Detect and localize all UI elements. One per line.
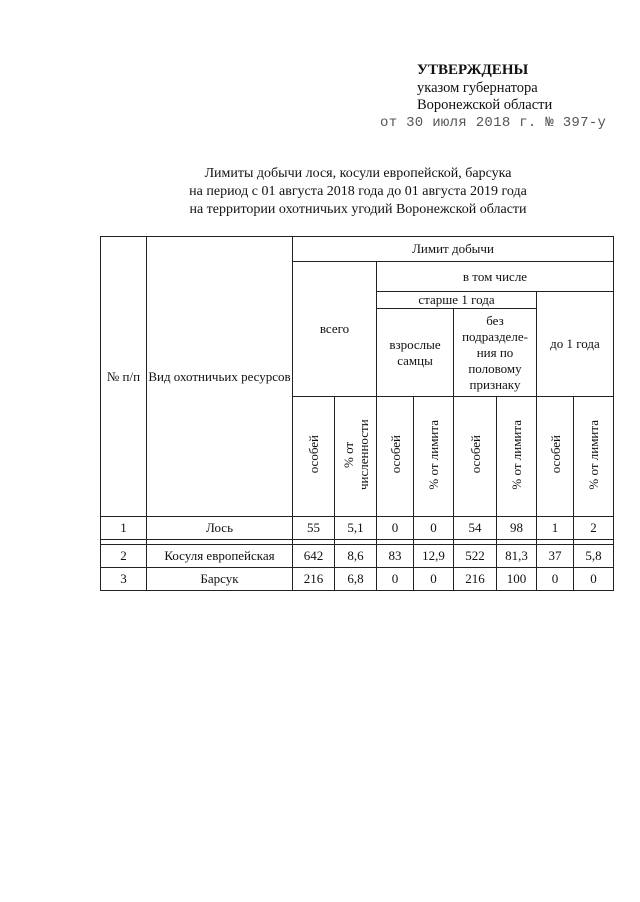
- cell-males-pct: 0: [414, 517, 454, 540]
- cell-young: 1: [537, 517, 574, 540]
- title-line-2: на период с 01 августа 2018 года до 01 августа 2019 года: [189, 184, 527, 199]
- cell-nosex: 216: [454, 568, 497, 591]
- cell-nosex: 54: [454, 517, 497, 540]
- approval-line-3: Воронежской области: [417, 97, 553, 113]
- cell-total-pct: 5,1: [335, 517, 377, 540]
- header-including: в том числе: [377, 262, 614, 292]
- col-nosex-count: особей: [454, 397, 497, 517]
- row-resource: Лось: [147, 517, 293, 540]
- cell-males: 83: [377, 545, 414, 568]
- col-males-pct: % от лимита: [414, 397, 454, 517]
- col-young-count: особей: [537, 397, 574, 517]
- cell-young-pct: 5,8: [574, 545, 614, 568]
- approval-line-2: указом губернатора: [417, 79, 538, 96]
- table-row: [101, 517, 614, 540]
- header-limit: Лимит добычи: [293, 237, 614, 262]
- approval-stamp: от 30 июля 2018 г. № 397-у: [380, 115, 607, 131]
- header-under1: до 1 года: [537, 292, 614, 397]
- row-num: 2: [101, 545, 147, 568]
- col-young-pct: % от лимита: [574, 397, 614, 517]
- col-nosex-pct: % от лимита: [497, 397, 537, 517]
- header-resource: Вид охотничьих ресурсов: [147, 237, 293, 517]
- title-line-1: Лимиты добычи лося, косули европейской, барсука: [204, 166, 512, 181]
- row-resource: Барсук: [147, 568, 293, 591]
- approval-block: [380, 62, 607, 131]
- cell-young-pct: 2: [574, 517, 614, 540]
- header-no-sex: без подразделе-ния по половому признаку: [454, 309, 537, 397]
- cell-total-pct: 6,8: [335, 568, 377, 591]
- col-total-pct: % от численности: [335, 397, 377, 517]
- cell-nosex-pct: 81,3: [497, 545, 537, 568]
- header-adult-males: взрослые самцы: [377, 309, 454, 397]
- cell-males: 0: [377, 517, 414, 540]
- cell-nosex-pct: 98: [497, 517, 537, 540]
- col-total-count: особей: [293, 397, 335, 517]
- document-title: [150, 165, 566, 219]
- cell-males-pct: 12,9: [414, 545, 454, 568]
- row-resource: Косуля европейская: [147, 545, 293, 568]
- cell-total: 216: [293, 568, 335, 591]
- cell-nosex: 522: [454, 545, 497, 568]
- header-older: старше 1 года: [377, 292, 537, 309]
- cell-total: 55: [293, 517, 335, 540]
- row-num: 1: [101, 517, 147, 540]
- cell-males-pct: 0: [414, 568, 454, 591]
- cell-young-pct: 0: [574, 568, 614, 591]
- cell-total-pct: 8,6: [335, 545, 377, 568]
- col-males-count: особей: [377, 397, 414, 517]
- row-num: 3: [101, 568, 147, 591]
- table-row: [101, 545, 614, 568]
- cell-males: 0: [377, 568, 414, 591]
- approval-heading: УТВЕРЖДЕНЫ: [417, 62, 529, 78]
- limits-table: [100, 236, 614, 591]
- title-line-3: на территории охотничьих угодий Воронежской области: [189, 202, 527, 217]
- header-num: № п/п: [101, 237, 147, 517]
- cell-nosex-pct: 100: [497, 568, 537, 591]
- cell-young: 37: [537, 545, 574, 568]
- cell-young: 0: [537, 568, 574, 591]
- table-row: [101, 568, 614, 591]
- cell-total: 642: [293, 545, 335, 568]
- header-total: всего: [293, 262, 377, 397]
